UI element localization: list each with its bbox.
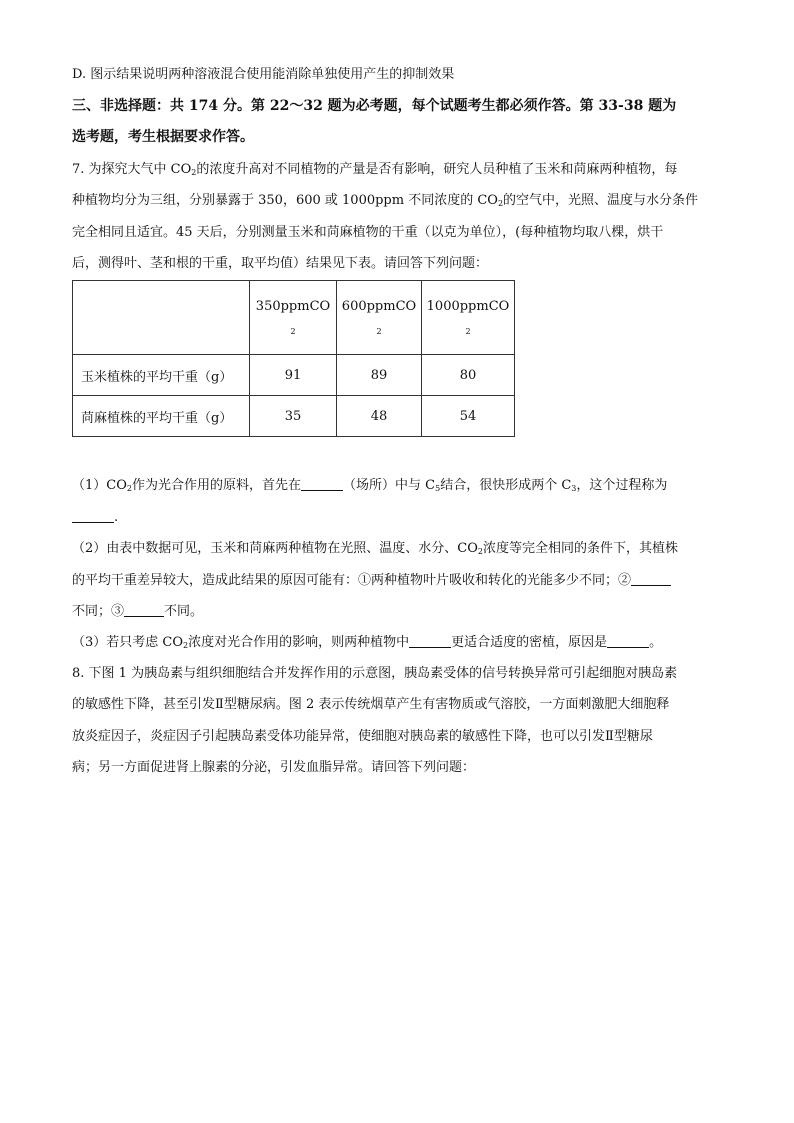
table-header-cell: 600ppmCO 2	[337, 281, 422, 355]
q7-part-1: $(1)CO_2$作为光合作用的原料，首先在 （场所）中与 $C_5$结合，很快形成两个 $C_3$，这个过程称为	[72, 478, 668, 493]
table-cell: 89	[337, 355, 422, 396]
q7-line-4: 后，测得叶、茎和根的干重，取平均值）结果见下表。请回答下列问题：	[72, 256, 489, 271]
answer-blank[interactable]	[631, 572, 671, 586]
row-label: 玉米植株的平均干重（g）	[73, 355, 250, 396]
section-heading-line-2: 选考题，考生根据要求作答。	[72, 129, 254, 145]
table-header-row	[73, 281, 515, 355]
q7-part-1-cont: .	[72, 509, 118, 527]
q7-line-3: 完全相同且适宜。45 天后，分别测量玉米和苘麻植物的干重（以克为单位），(每种植物均取八棵，烘干	[72, 225, 664, 240]
table-cell: 91	[250, 355, 337, 396]
q8-line-3: 放炎症因子，炎症因子引起胰岛素受体功能异常，使细胞对胰岛素的敏感性下降，也可以引发Ⅱ型糖尿	[72, 729, 653, 744]
q7-line-1: 7. 为探究大气中 $CO_2$的浓度升高对不同植物的产量是否有影响，研究人员种植了玉米和苘麻两种植物，每	[72, 162, 678, 177]
q7-line-2: 种植物均分为三组，分别暴露于 350，600 或 1000ppm 不同浓度的 $CO_2$的空气中，光照、温度与水分条件	[72, 193, 699, 208]
section-heading-line-1: 三、非选择题：共 174 分。第 22～32 题为必考题，每个试题考生都必须作答。第 33-38 题为	[72, 98, 677, 114]
option-d: D. 图示结果说明两种溶液混合使用能消除单独使用产生的抑制效果	[72, 67, 455, 82]
table-cell: 48	[337, 396, 422, 437]
answer-blank[interactable]	[72, 509, 114, 523]
answer-blank[interactable]	[607, 634, 649, 648]
q7-part-2-line-3: 不同；③ 不同。	[72, 604, 204, 619]
table-row	[73, 396, 515, 437]
q7-part-2-line-1: （2）由表中数据可见，玉米和苘麻两种植物在光照、温度、水分、$CO_2$浓度等完全相同的条件下，其植株	[72, 541, 678, 556]
q7-part-3: （3）若只考虑 $CO_2$浓度对光合作用的影响，则两种植物中 更适合适度的密植，原因是 。	[72, 635, 663, 650]
dry-weight-table	[72, 280, 515, 437]
q7-part-2-line-2: 的平均干重差异较大，造成此结果的原因可能有：①两种植物叶片吸收和转化的光能多少不同；②	[72, 572, 671, 590]
q8-line-1: 8. 下图 1 为胰岛素与组织细胞结合并发挥作用的示意图，胰岛素受体的信号转换异常可引起细胞对胰岛素	[72, 666, 678, 681]
table-row	[73, 355, 515, 396]
answer-blank[interactable]	[409, 634, 451, 648]
table-cell: 80	[422, 355, 515, 396]
answer-blank[interactable]	[124, 603, 164, 617]
table-cell: 54	[422, 396, 515, 437]
row-label: 苘麻植株的平均干重（g）	[73, 396, 250, 437]
table-corner-cell	[73, 281, 250, 355]
q8-line-4: 病；另一方面促进肾上腺素的分泌，引发血脂异常。请回答下列问题：	[72, 760, 476, 775]
table-cell: 35	[250, 396, 337, 437]
table-header-cell: 350ppmCO 2	[250, 281, 337, 355]
q8-line-2: 的敏感性下降，甚至引发Ⅱ型糖尿病。图 2 表示传统烟草产生有害物质或气溶胶，一方面刺激肥大细胞释	[72, 697, 670, 712]
table-header-cell: 1000ppmCO 2	[422, 281, 515, 355]
answer-blank[interactable]	[301, 477, 343, 491]
